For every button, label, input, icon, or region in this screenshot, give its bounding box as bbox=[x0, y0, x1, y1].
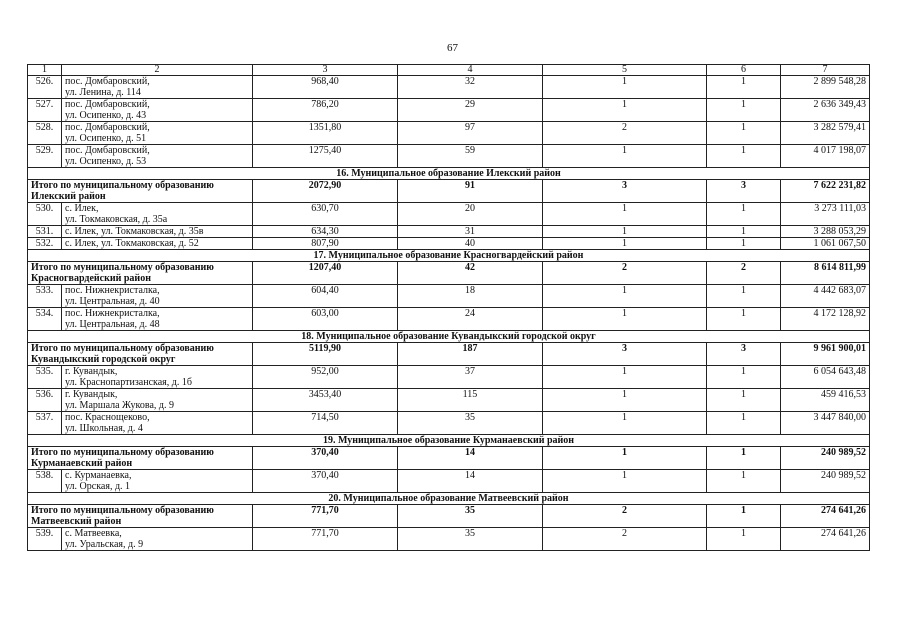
column-header: 4 bbox=[398, 65, 543, 76]
cell-c4: 37 bbox=[398, 366, 543, 389]
text-line: ул. Маршала Жукова, д. 9 bbox=[65, 400, 174, 411]
cell-c5: 3 bbox=[543, 180, 707, 203]
text-line: с. Илек, ул. Токмаковская, д. 35в bbox=[65, 226, 204, 237]
cell-c3: 2072,90 bbox=[253, 180, 398, 203]
cell-c6: 1 bbox=[707, 366, 781, 389]
cell-c5: 1 bbox=[543, 412, 707, 435]
cell-c3: 634,30 bbox=[253, 226, 398, 238]
text-line: ул. Токмаковская, д. 35а bbox=[65, 214, 168, 225]
cell-c7: 459 416,53 bbox=[781, 389, 870, 412]
subtotal-label bbox=[28, 447, 253, 470]
table-row bbox=[28, 389, 870, 412]
text-line: ул. Осипенко, д. 43 bbox=[65, 110, 147, 121]
cell-c4: 20 bbox=[398, 203, 543, 226]
text-line: пос. Домбаровский, bbox=[65, 145, 150, 156]
cell-c6: 1 bbox=[707, 447, 781, 470]
cell-c5: 2 bbox=[543, 122, 707, 145]
cell-c5: 1 bbox=[543, 308, 707, 331]
text-line: ул. Краснопартизанская, д. 1б bbox=[65, 377, 192, 388]
table-row bbox=[28, 308, 870, 331]
subtotal-label bbox=[28, 262, 253, 285]
text-line: пос. Домбаровский, bbox=[65, 99, 150, 110]
cell-c5: 1 bbox=[543, 447, 707, 470]
column-header: 7 bbox=[781, 65, 870, 76]
text-line: пос. Краснощеково, bbox=[65, 412, 150, 423]
text-line: Итого по муниципальному образованию bbox=[31, 262, 214, 273]
cell-c6: 1 bbox=[707, 412, 781, 435]
address-cell bbox=[62, 412, 253, 435]
text-line: пос. Нижнекристалка, bbox=[65, 308, 160, 319]
cell-c3: 771,70 bbox=[253, 505, 398, 528]
address-cell bbox=[62, 76, 253, 99]
cell-c4: 115 bbox=[398, 389, 543, 412]
cell-c5: 1 bbox=[543, 99, 707, 122]
subtotal-label bbox=[28, 505, 253, 528]
cell-c5: 2 bbox=[543, 262, 707, 285]
cell-c5: 1 bbox=[543, 203, 707, 226]
text-line: с. Матвеевка, bbox=[65, 528, 122, 539]
cell-c4: 35 bbox=[398, 412, 543, 435]
cell-c7: 274 641,26 bbox=[781, 505, 870, 528]
subtotal-row bbox=[28, 262, 870, 285]
cell-c4: 31 bbox=[398, 226, 543, 238]
cell-c7: 7 622 231,82 bbox=[781, 180, 870, 203]
table-row bbox=[28, 145, 870, 168]
text-line: ул. Ленина, д. 114 bbox=[65, 87, 141, 98]
cell-c5: 1 bbox=[543, 145, 707, 168]
cell-c4: 35 bbox=[398, 505, 543, 528]
cell-c3: 370,40 bbox=[253, 470, 398, 493]
cell-c7: 240 989,52 bbox=[781, 470, 870, 493]
text-line: Итого по муниципальному образованию bbox=[31, 447, 214, 458]
cell-c6: 1 bbox=[707, 505, 781, 528]
cell-c7: 8 614 811,99 bbox=[781, 262, 870, 285]
row-number: 527. bbox=[28, 99, 62, 122]
cell-c3: 771,70 bbox=[253, 528, 398, 551]
table-row bbox=[28, 99, 870, 122]
column-header: 6 bbox=[707, 65, 781, 76]
text-line: Итого по муниципальному образованию bbox=[31, 505, 214, 516]
address-cell bbox=[62, 285, 253, 308]
text-line: Итого по муниципальному образованию bbox=[31, 343, 214, 354]
cell-c5: 2 bbox=[543, 505, 707, 528]
subtotal-label bbox=[28, 180, 253, 203]
table-row bbox=[28, 412, 870, 435]
cell-c6: 2 bbox=[707, 262, 781, 285]
text-line: Красногвардейский район bbox=[31, 273, 151, 284]
section-heading-row bbox=[28, 493, 870, 505]
cell-c7: 1 061 067,50 bbox=[781, 238, 870, 250]
text-line: пос. Домбаровский, bbox=[65, 122, 150, 133]
cell-c7: 9 961 900,01 bbox=[781, 343, 870, 366]
column-header: 2 bbox=[62, 65, 253, 76]
address-cell bbox=[62, 308, 253, 331]
address-cell bbox=[62, 122, 253, 145]
cell-c3: 968,40 bbox=[253, 76, 398, 99]
section-title: 16. Муниципальное образование Илекский район bbox=[28, 168, 870, 180]
text-line: пос. Домбаровский, bbox=[65, 76, 150, 87]
column-header: 5 bbox=[543, 65, 707, 76]
cell-c7: 2 899 548,28 bbox=[781, 76, 870, 99]
cell-c6: 1 bbox=[707, 285, 781, 308]
cell-c6: 1 bbox=[707, 389, 781, 412]
table-row bbox=[28, 226, 870, 238]
text-line: Илекский район bbox=[31, 191, 106, 202]
row-number: 539. bbox=[28, 528, 62, 551]
section-heading-row bbox=[28, 168, 870, 180]
text-line: Итого по муниципальному образованию bbox=[31, 180, 214, 191]
cell-c3: 1275,40 bbox=[253, 145, 398, 168]
cell-c3: 370,40 bbox=[253, 447, 398, 470]
column-number-header-row bbox=[28, 65, 870, 76]
cell-c3: 5119,90 bbox=[253, 343, 398, 366]
address-cell bbox=[62, 226, 253, 238]
cell-c3: 1207,40 bbox=[253, 262, 398, 285]
cell-c4: 59 bbox=[398, 145, 543, 168]
section-title: 17. Муниципальное образование Красногвардейский район bbox=[28, 250, 870, 262]
cell-c6: 1 bbox=[707, 470, 781, 493]
cell-c6: 1 bbox=[707, 122, 781, 145]
cell-c7: 4 017 198,07 bbox=[781, 145, 870, 168]
cell-c6: 1 bbox=[707, 76, 781, 99]
cell-c7: 3 273 111,03 bbox=[781, 203, 870, 226]
text-line: ул. Осипенко, д. 51 bbox=[65, 133, 147, 144]
cell-c4: 187 bbox=[398, 343, 543, 366]
text-line: пос. Нижнекристалка, bbox=[65, 285, 160, 296]
address-cell bbox=[62, 470, 253, 493]
cell-c7: 240 989,52 bbox=[781, 447, 870, 470]
table-row bbox=[28, 528, 870, 551]
text-line: ул. Школьная, д. 4 bbox=[65, 423, 143, 434]
cell-c7: 4 442 683,07 bbox=[781, 285, 870, 308]
cell-c4: 42 bbox=[398, 262, 543, 285]
cell-c6: 1 bbox=[707, 226, 781, 238]
text-line: ул. Уральская, д. 9 bbox=[65, 539, 144, 550]
cell-c4: 91 bbox=[398, 180, 543, 203]
cell-c5: 1 bbox=[543, 76, 707, 99]
text-line: г. Кувандык, bbox=[65, 389, 118, 400]
cell-c5: 1 bbox=[543, 366, 707, 389]
row-number: 535. bbox=[28, 366, 62, 389]
row-number: 531. bbox=[28, 226, 62, 238]
cell-c3: 604,40 bbox=[253, 285, 398, 308]
row-number: 537. bbox=[28, 412, 62, 435]
cell-c6: 3 bbox=[707, 343, 781, 366]
table-row bbox=[28, 76, 870, 99]
cell-c5: 1 bbox=[543, 389, 707, 412]
row-number: 530. bbox=[28, 203, 62, 226]
address-cell bbox=[62, 528, 253, 551]
cell-c5: 1 bbox=[543, 238, 707, 250]
text-line: с. Илек, ул. Токмаковская, д. 52 bbox=[65, 238, 199, 249]
text-line: г. Кувандык, bbox=[65, 366, 118, 377]
cell-c3: 3453,40 bbox=[253, 389, 398, 412]
table-body bbox=[28, 65, 870, 551]
table-row bbox=[28, 203, 870, 226]
table-row bbox=[28, 366, 870, 389]
cell-c4: 32 bbox=[398, 76, 543, 99]
row-number: 533. bbox=[28, 285, 62, 308]
section-heading-row bbox=[28, 435, 870, 447]
cell-c5: 1 bbox=[543, 285, 707, 308]
table-row bbox=[28, 238, 870, 250]
text-line: с. Курманаевка, bbox=[65, 470, 132, 481]
text-line: ул. Орская, д. 1 bbox=[65, 481, 131, 492]
address-cell bbox=[62, 145, 253, 168]
row-number: 532. bbox=[28, 238, 62, 250]
cell-c7: 6 054 643,48 bbox=[781, 366, 870, 389]
cell-c7: 3 288 053,29 bbox=[781, 226, 870, 238]
cell-c5: 1 bbox=[543, 470, 707, 493]
cell-c3: 630,70 bbox=[253, 203, 398, 226]
section-title: 18. Муниципальное образование Кувандыкский городской округ bbox=[28, 331, 870, 343]
row-number: 526. bbox=[28, 76, 62, 99]
cell-c6: 1 bbox=[707, 528, 781, 551]
cell-c3: 714,50 bbox=[253, 412, 398, 435]
cell-c3: 786,20 bbox=[253, 99, 398, 122]
register-table bbox=[27, 64, 870, 551]
section-title: 20. Муниципальное образование Матвеевский район bbox=[28, 493, 870, 505]
cell-c4: 14 bbox=[398, 447, 543, 470]
cell-c3: 603,00 bbox=[253, 308, 398, 331]
cell-c3: 952,00 bbox=[253, 366, 398, 389]
column-header: 1 bbox=[28, 65, 62, 76]
cell-c6: 3 bbox=[707, 180, 781, 203]
cell-c4: 14 bbox=[398, 470, 543, 493]
cell-c7: 2 636 349,43 bbox=[781, 99, 870, 122]
row-number: 528. bbox=[28, 122, 62, 145]
address-cell bbox=[62, 389, 253, 412]
subtotal-row bbox=[28, 343, 870, 366]
text-line: Матвеевский район bbox=[31, 516, 122, 527]
text-line: ул. Центральная, д. 48 bbox=[65, 319, 160, 330]
page-number: 67 bbox=[447, 42, 458, 54]
text-line: Кувандыкский городской округ bbox=[31, 354, 176, 365]
cell-c7: 274 641,26 bbox=[781, 528, 870, 551]
text-line: Курманаевский район bbox=[31, 458, 133, 469]
address-cell bbox=[62, 203, 253, 226]
text-line: ул. Осипенко, д. 53 bbox=[65, 156, 147, 167]
subtotal-row bbox=[28, 505, 870, 528]
cell-c5: 3 bbox=[543, 343, 707, 366]
address-cell bbox=[62, 238, 253, 250]
cell-c6: 1 bbox=[707, 238, 781, 250]
cell-c6: 1 bbox=[707, 308, 781, 331]
subtotal-row bbox=[28, 180, 870, 203]
address-cell bbox=[62, 366, 253, 389]
cell-c7: 3 447 840,00 bbox=[781, 412, 870, 435]
table-row bbox=[28, 285, 870, 308]
row-number: 536. bbox=[28, 389, 62, 412]
cell-c4: 18 bbox=[398, 285, 543, 308]
cell-c4: 97 bbox=[398, 122, 543, 145]
column-header: 3 bbox=[253, 65, 398, 76]
cell-c7: 4 172 128,92 bbox=[781, 308, 870, 331]
cell-c5: 1 bbox=[543, 226, 707, 238]
cell-c3: 807,90 bbox=[253, 238, 398, 250]
cell-c4: 40 bbox=[398, 238, 543, 250]
cell-c6: 1 bbox=[707, 145, 781, 168]
row-number: 538. bbox=[28, 470, 62, 493]
cell-c4: 35 bbox=[398, 528, 543, 551]
table-row bbox=[28, 470, 870, 493]
section-heading-row bbox=[28, 250, 870, 262]
cell-c4: 24 bbox=[398, 308, 543, 331]
cell-c3: 1351,80 bbox=[253, 122, 398, 145]
cell-c6: 1 bbox=[707, 99, 781, 122]
section-heading-row bbox=[28, 331, 870, 343]
cell-c7: 3 282 579,41 bbox=[781, 122, 870, 145]
cell-c6: 1 bbox=[707, 203, 781, 226]
cell-c5: 2 bbox=[543, 528, 707, 551]
table-row bbox=[28, 122, 870, 145]
row-number: 529. bbox=[28, 145, 62, 168]
row-number: 534. bbox=[28, 308, 62, 331]
section-title: 19. Муниципальное образование Курманаевский район bbox=[28, 435, 870, 447]
text-line: ул. Центральная, д. 40 bbox=[65, 296, 160, 307]
text-line: с. Илек, bbox=[65, 203, 99, 214]
cell-c4: 29 bbox=[398, 99, 543, 122]
subtotal-row bbox=[28, 447, 870, 470]
subtotal-label bbox=[28, 343, 253, 366]
address-cell bbox=[62, 99, 253, 122]
